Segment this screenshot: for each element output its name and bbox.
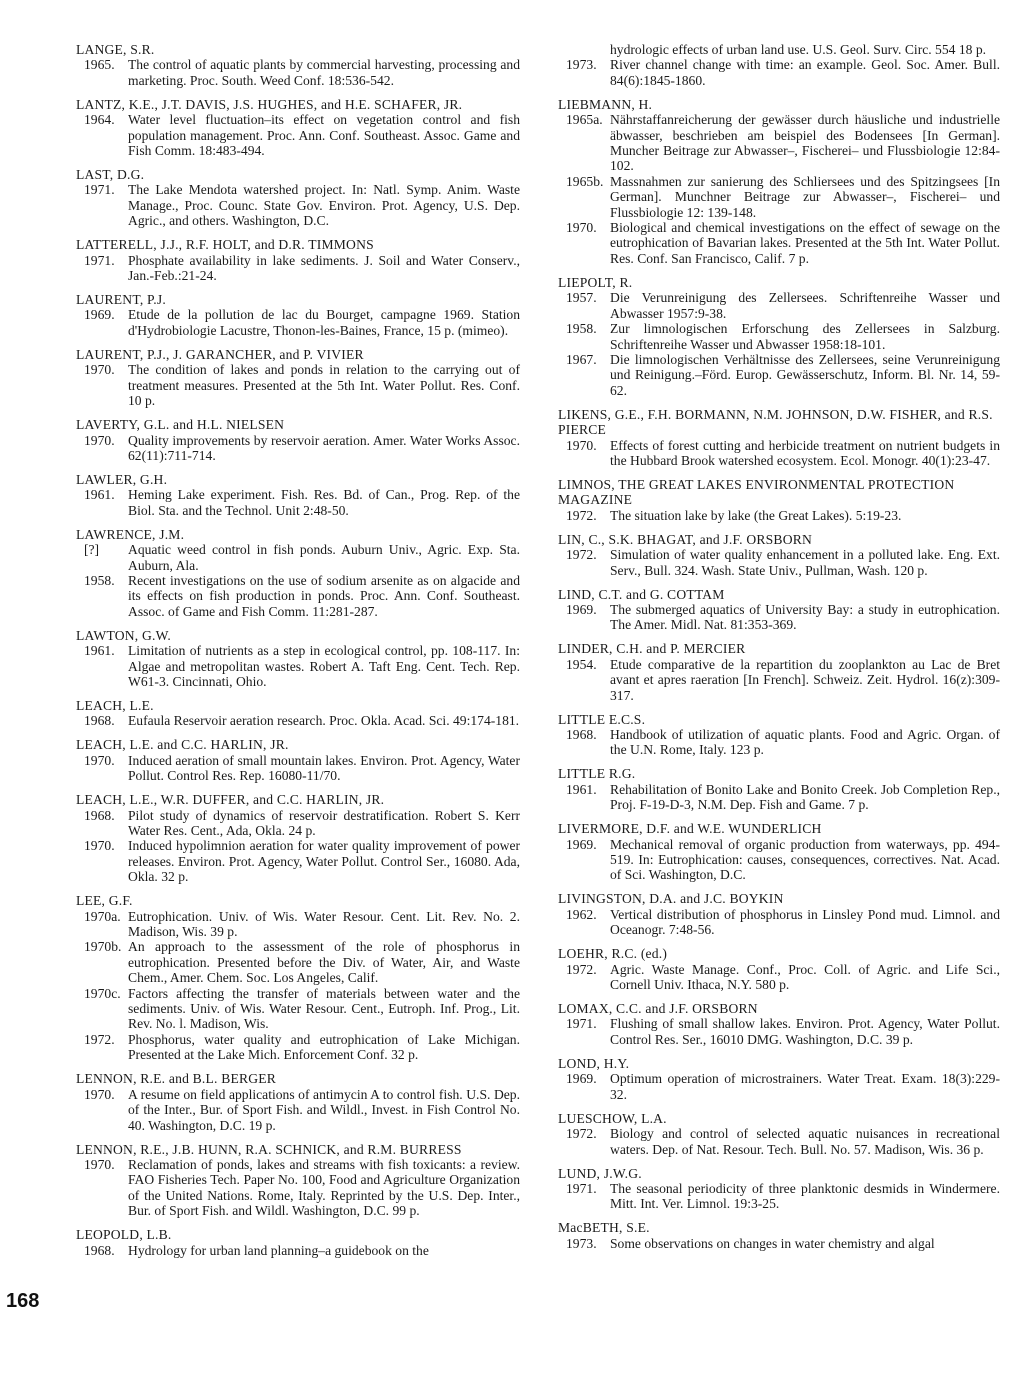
reference-year: 1957. [566, 290, 597, 306]
reference-year: 1971. [566, 1180, 597, 1196]
reference-text: An approach to the assessment of the role of phosphorus in eutrophication. Presented before the Div. of Water, Air, and Waste Chem., Amer. Chem. Soc. Los Angeles, Calif. [128, 939, 520, 986]
reference-text: The condition of lakes and ponds in relation to the carrying out of treatment measures. Presented at the 5th Int. Water Pollut. Res. Conf. 10 p. [128, 362, 520, 409]
bibliography-entry [76, 237, 520, 283]
reference-item [76, 112, 520, 158]
reference-item [76, 487, 520, 518]
bibliography-entry [76, 737, 520, 783]
reference-text: Factors affecting the transfer of materials between water and the sediments. Univ. of Wis. Water Resour. Cent., Eutroph. Inf. Prog., Lit. Rev. No. l. Madison, Wis. [128, 985, 520, 1032]
reference-year: 1969. [566, 601, 597, 617]
reference-item [558, 1236, 1000, 1251]
reference-item [558, 657, 1000, 703]
reference-year: 1965. [84, 57, 115, 73]
reference-text: Zur limnologischen Erforschung des Zellersees in Salzburg. Schriftenreihe Wasser und Abwasser 1958:18-101. [610, 321, 1000, 352]
reference-text: The Lake Mendota watershed project. In: Natl. Symp. Anim. Waste Manage., Proc. Counc. State Gov. Environ. Prot. Agency, U.S. Dep. Agric., and others. Washington, D.C. [128, 182, 520, 229]
reference-year: 1970. [84, 1156, 115, 1172]
bibliography-entry [558, 275, 1000, 398]
bibliography-entry [76, 292, 520, 338]
entry-author: LOMAX, C.C. and J.F. ORSBORN [558, 1001, 758, 1017]
reference-year: 1970. [84, 752, 115, 768]
bibliography-entry [558, 587, 1000, 633]
reference-year: 1970. [566, 220, 597, 236]
reference-year: 1969. [566, 1071, 597, 1087]
reference-text: River channel change with time: an example. Geol. Soc. Amer. Bull. 84(6):1845-1860. [610, 57, 1000, 88]
reference-text: Nährstaffanreicherung der gewässer durch häusliche und industrielle äbwasser, beschrieben am beispiel des Bodensees [In German]. Muncher Beitrage zur Abwasser–, Fischerei– und Flussbiologie 12:84-102. [610, 112, 1000, 174]
reference-year: 1970. [84, 1086, 115, 1102]
reference-item [76, 362, 520, 408]
reference-year: 1958. [84, 572, 115, 588]
entry-author: LEACH, L.E. and C.C. HARLIN, JR. [76, 737, 289, 753]
bibliography-entry [76, 417, 520, 463]
reference-text: Agric. Waste Manage. Conf., Proc. Coll. of Agric. and Life Sci., Cornell Univ. Ithaca, N.Y. 580 p. [610, 961, 1000, 993]
reference-item [76, 838, 520, 884]
bibliography-entry [558, 97, 1000, 266]
reference-item [76, 433, 520, 464]
reference-item [558, 508, 1000, 523]
reference-item [558, 321, 1000, 352]
reference-text: Reclamation of ponds, lakes and streams with fish toxicants: a review. FAO Fisheries Tech. Paper No. 100, Food and Agriculture Organization of the United Nations. Rome, Italy. Reprinted by the U.S. Dep. Inter., Bur. of Sport Fish. and Wildl. Washington, D.C. 99 p. [128, 1156, 520, 1219]
reference-item [558, 1016, 1000, 1047]
bibliography-entry [558, 821, 1000, 883]
entry-author: LIEPOLT, R. [558, 274, 633, 290]
bibliography-entry [558, 407, 1000, 469]
reference-text: Aquatic weed control in fish ponds. Auburn Univ., Agric. Exp. Sta. Auburn, Ala. [128, 542, 520, 573]
bibliography-entry [558, 712, 1000, 758]
reference-item [76, 253, 520, 284]
reference-text: Mechanical removal of organic production from waterways, pp. 494-519. In: Eutrophication: causes, consequences, correctives. Nat. Acad. of Sci. Washington, D.C. [610, 836, 1000, 883]
reference-item [76, 57, 520, 88]
reference-text: The submerged aquatics of University Bay: a study in eutrophication. The Amer. Midl. Nat. 81:353-369. [610, 601, 1000, 633]
reference-item [558, 174, 1000, 220]
entry-author: LITTLE R.G. [558, 766, 636, 782]
reference-year: 1972. [566, 1126, 597, 1142]
bibliography-entry [558, 766, 1000, 812]
reference-item [76, 1087, 520, 1133]
reference-item [558, 837, 1000, 883]
bibliography-entry [76, 347, 520, 409]
reference-item [558, 1126, 1000, 1157]
reference-text: Vertical distribution of phosphorus in Linsley Pond mud. Limnol. and Oceanogr. 7:48-56. [610, 906, 1000, 938]
reference-item [558, 57, 1000, 88]
reference-text: Quality improvements by reservoir aeration. Amer. Water Works Assoc. 62(11):711-714. [128, 432, 520, 463]
reference-year: 1961. [566, 781, 597, 797]
entry-author: LOND, H.Y. [558, 1055, 630, 1071]
reference-text: Recent investigations on the use of sodium arsenite as on algacide and its effects on fish production in ponds. Proc. Ann. Conf. Southeast. Assoc. of Game and Fish Comm. 11:281-287. [128, 572, 520, 619]
reference-year: 1971. [84, 182, 115, 198]
reference-item [76, 573, 520, 619]
reference-item [76, 1032, 520, 1063]
reference-text: Flushing of small shallow lakes. Environ. Prot. Agency, Water Pollut. Control Res. Ser., 16010 DMG. Washington, D.C. 39 p. [610, 1016, 1000, 1047]
reference-item [558, 1181, 1000, 1212]
reference-year: 1970a. [84, 908, 121, 924]
reference-text: Biological and chemical investigations on the effect of sewage on the eutrophication of Bavarian lakes. Presented at the 5th Int. Water Pollut. Res. Conf. San Francisco, Calif. 7 p. [610, 220, 1000, 266]
reference-text: Water level fluctuation–its effect on vegetation control and fish population management. Proc. Ann. Conf. Southeast. Assoc. Game and Fish Comm. 18:483-494. [128, 112, 520, 159]
reference-item [558, 42, 1000, 57]
reference-item [76, 307, 520, 338]
entry-author: LAWLER, G.H. [76, 471, 168, 487]
reference-text: The seasonal periodicity of three planktonic desmids in Windermere. Mitt. Int. Ver. Limnol. 19:3-25. [610, 1180, 1000, 1212]
reference-year: 1964. [84, 112, 115, 128]
entry-author: LENNON, R.E. and B.L. BERGER [76, 1071, 277, 1087]
reference-year: 1968. [84, 807, 115, 823]
reference-text: Phosphorus, water quality and eutrophication of Lake Michigan. Presented at the Lake Mich. Enforcement Conf. 32 p. [128, 1031, 520, 1063]
bibliography-entry [76, 167, 520, 229]
reference-item [558, 547, 1000, 578]
reference-text: Die limnologischen Verhältnisse des Zellersees, seine Verunreinigung und Reinigung.–Förd. Europ. Gewässerschutz, Inform. Bl. Nr. 14, 59-62. [610, 351, 1000, 398]
reference-year [558, 42, 610, 57]
reference-text: Die Verunreinigung des Zellersees. Schriftenreihe Wasser und Abwasser 1957:9-38. [610, 290, 1000, 321]
reference-year: 1967. [566, 351, 597, 367]
reference-year: 1970. [84, 362, 115, 378]
entry-author: LIN, C., S.K. BHAGAT, and J.F. ORSBORN [558, 531, 812, 547]
right-column [558, 42, 1000, 1260]
reference-year: 1968. [566, 727, 597, 742]
entry-author: LENNON, R.E., J.B. HUNN, R.A. SCHNICK, and R.M. BURRESS [76, 1141, 462, 1157]
reference-year: 1973. [566, 1235, 597, 1251]
entry-author: LITTLE E.C.S. [558, 711, 646, 727]
bibliography-entry [558, 891, 1000, 937]
reference-text: Hydrology for urban land planning–a guidebook on the [128, 1242, 429, 1258]
entry-author: LATTERELL, J.J., R.F. HOLT, and D.R. TIMMONS [76, 237, 374, 253]
entry-author: LAWRENCE, J.M. [76, 526, 185, 542]
reference-text: Induced hypolimnion aeration for water quality improvement of power releases. Environ. Prot. Agency, Water Pollut. Control Ser., 16080. Ada, Okla. 32 p. [128, 838, 520, 885]
reference-year: 1970. [84, 432, 115, 448]
entry-author: LIVINGSTON, D.A. and J.C. BOYKIN [558, 891, 784, 907]
reference-item [558, 290, 1000, 321]
entry-author: LAWTON, G.W. [76, 627, 171, 643]
left-column [76, 42, 520, 1267]
bibliography-entry [76, 97, 520, 159]
reference-text: Effects of forest cutting and herbicide treatment on nutrient budgets in the Hubbard Brook watershed ecosystem. Ecol. Monogr. 40(1):23-47. [610, 437, 1000, 468]
entry-author: LOEHR, R.C. (ed.) [558, 946, 668, 962]
reference-text: hydrologic effects of urban land use. U.S. Geol. Surv. Circ. 554 18 p. [610, 42, 987, 57]
reference-year: [?] [84, 542, 100, 558]
reference-year: 1961. [84, 643, 115, 659]
reference-item [76, 986, 520, 1032]
page-number: 168 [6, 1290, 40, 1312]
bibliography-entry [558, 1166, 1000, 1212]
bibliography-entry [76, 527, 520, 619]
reference-item [558, 352, 1000, 398]
reference-text: Pilot study of dynamics of reservoir destratification. Robert S. Kerr Water Res. Cent., Ada, Okla. 24 p. [128, 807, 520, 838]
reference-text: Eutrophication. Univ. of Wis. Water Resour. Cent. Lit. Rev. No. 2. Madison, Wis. 39 p. [128, 908, 520, 940]
reference-text: Limitation of nutrients as a step in ecological control, pp. 108-117. In: Algae and metropolitan wastes. Robert A. Taft Eng. Cent. Tech. Rep. W61-3. Cincinnati, Ohio. [128, 643, 520, 689]
reference-year: 1971. [84, 252, 115, 268]
bibliography-entry [558, 641, 1000, 703]
reference-year: 1971. [566, 1016, 597, 1032]
reference-text: A resume on field applications of antimycin A to control fish. U.S. Dep. of the Inter., Bur. of Sport Fish. and Wildl., Invest. in Fish Control No. 40. Washington, D.C. 19 p. [128, 1086, 520, 1133]
reference-year: 1965b. [566, 173, 604, 189]
reference-item [76, 909, 520, 940]
bibliography-entry [558, 1001, 1000, 1047]
entry-author: LIMNOS, THE GREAT LAKES ENVIRONMENTAL PROTECTION MAGAZINE [558, 476, 955, 508]
reference-text: Etude comparative de la repartition du zooplankton au Lac de Bret avant et apres raeration [In French]. Schweiz. Zeit. Hydrol. 16(z):309-317. [610, 656, 1000, 703]
reference-text: Biology and control of selected aquatic nuisances in recreational waters. Dep. of Nat. Resour. Tech. Bull. No. 57. Madison, Wis. 36 p. [610, 1126, 1000, 1157]
entry-author: LUESCHOW, L.A. [558, 1110, 667, 1126]
reference-year: 1970c. [84, 985, 121, 1001]
reference-year: 1968. [84, 1242, 115, 1258]
entry-author: LIVERMORE, D.F. and W.E. WUNDERLICH [558, 821, 822, 837]
reference-text: Optimum operation of microstrainers. Water Treat. Exam. 18(3):229-32. [610, 1071, 1000, 1102]
reference-year: 1970. [84, 838, 115, 854]
reference-text: Etude de la pollution de lac du Bourget, campagne 1969. Station d'Hydrobiologie Lacustre, Thonon-les-Baines, France, 15 p. (mimeo). [128, 307, 520, 338]
reference-text: Eufaula Reservoir aeration research. Proc. Okla. Acad. Sci. 49:174-181. [128, 713, 520, 729]
reference-text: Rehabilitation of Bonito Lake and Bonito Creek. Job Completion Rep., Proj. F-19-D-3, N.M. Dep. Fish and Game. 7 p. [610, 781, 1000, 813]
reference-item [558, 1071, 1000, 1102]
reference-year: 1954. [566, 656, 597, 672]
bibliography-entry [76, 1227, 520, 1258]
reference-text: The situation lake by lake (the Great Lakes). 5:19-23. [610, 507, 902, 523]
reference-item [76, 643, 520, 689]
reference-year: 1970b. [84, 939, 122, 955]
reference-text: Simulation of water quality enhancement in a polluted lake. Eng. Ext. Serv., Bull. 324. Wash. State Univ., Pullman, Wash. 120 p. [610, 547, 1000, 578]
reference-year: 1961. [84, 487, 115, 503]
entry-author: MacBETH, S.E. [558, 1220, 650, 1236]
entry-author: LAURENT, P.J. [76, 292, 166, 308]
reference-text: Handbook of utilization of aquatic plants. Food and Agric. Organ. of the U.N. Rome, Italy. 123 p. [610, 727, 1000, 758]
reference-text: Heming Lake experiment. Fish. Res. Bd. of Can., Prog. Rep. of the Biol. Sta. and the Technol. Unit 2:48-50. [128, 487, 520, 518]
reference-item [76, 713, 520, 728]
entry-author: LAURENT, P.J., J. GARANCHER, and P. VIVIER [76, 346, 364, 362]
entry-author: LANGE, S.R. [76, 42, 155, 57]
bibliography-entry [76, 792, 520, 884]
reference-item [76, 939, 520, 985]
reference-year: 1958. [566, 321, 597, 337]
reference-year: 1965a. [566, 112, 603, 128]
reference-item [76, 808, 520, 839]
reference-item [558, 907, 1000, 938]
entry-author: LIND, C.T. and G. COTTAM [558, 586, 725, 602]
bibliography-entry [76, 472, 520, 518]
entry-author: LIEBMANN, H. [558, 96, 653, 112]
reference-item [558, 602, 1000, 633]
bibliography-entry [76, 42, 520, 88]
entry-author: LIKENS, G.E., F.H. BORMANN, N.M. JOHNSON, D.W. FISHER, and R.S. PIERCE [558, 406, 993, 438]
reference-year: 1972. [566, 507, 597, 523]
entry-author: LEACH, L.E. [76, 697, 154, 713]
bibliography-entry [558, 946, 1000, 992]
reference-item [76, 1157, 520, 1219]
reference-text: Induced aeration of small mountain lakes. Environ. Prot. Agency, Water Pollut. Control Res. Rep. 16080-11/70. [128, 752, 520, 784]
reference-text: Massnahmen zur sanierung des Schliersees und des Spitzingsees [In German]. Munchner Beitrage zur Abwasser–, Fischerei– und Flussbiologie 12: 139-148. [610, 173, 1000, 220]
bibliography-entry [558, 1056, 1000, 1102]
entry-author: LINDER, C.H. and P. MERCIER [558, 641, 746, 657]
bibliography-entry [558, 1220, 1000, 1251]
reference-year: 1973. [566, 57, 597, 73]
entry-author: LAVERTY, G.L. and H.L. NIELSEN [76, 417, 285, 433]
reference-item [558, 962, 1000, 993]
reference-year: 1968. [84, 713, 115, 729]
reference-text: Phosphate availability in lake sediments. J. Soil and Water Conserv., Jan.-Feb.:21-24. [128, 252, 520, 284]
reference-item [558, 727, 1000, 758]
reference-year: 1969. [566, 836, 597, 852]
bibliography-entry [558, 1111, 1000, 1157]
reference-item [558, 438, 1000, 469]
bibliography-entry [76, 893, 520, 1062]
reference-item [558, 112, 1000, 174]
reference-item [558, 782, 1000, 813]
reference-item [76, 542, 520, 573]
bibliography-entry [76, 628, 520, 690]
bibliography-entry [558, 42, 1000, 88]
bibliography-entry [76, 1142, 520, 1219]
reference-item [76, 1243, 520, 1258]
bibliography-entry [76, 1071, 520, 1133]
entry-author: LANTZ, K.E., J.T. DAVIS, J.S. HUGHES, and H.E. SCHAFER, JR. [76, 96, 463, 112]
reference-year: 1969. [84, 307, 115, 323]
reference-year: 1972. [566, 547, 597, 563]
reference-item [76, 182, 520, 228]
bibliography-entry [558, 532, 1000, 578]
entry-author: LEE, G.F. [76, 893, 133, 909]
entry-author: LAST, D.G. [76, 167, 145, 183]
reference-item [76, 753, 520, 784]
entry-author: LEOPOLD, L.B. [76, 1227, 172, 1243]
reference-text: The control of aquatic plants by commercial harvesting, processing and marketing. Proc. South. Weed Conf. 18:536-542. [128, 57, 520, 88]
reference-year: 1972. [566, 961, 597, 977]
entry-author: LUND, J.W.G. [558, 1165, 642, 1181]
reference-text: Some observations on changes in water chemistry and algal [610, 1235, 935, 1251]
reference-item [558, 220, 1000, 266]
reference-year: 1962. [566, 906, 597, 922]
entry-author: LEACH, L.E., W.R. DUFFER, and C.C. HARLIN, JR. [76, 792, 385, 808]
bibliography-entry [76, 698, 520, 729]
reference-year: 1972. [84, 1031, 115, 1047]
reference-year: 1970. [566, 437, 597, 453]
bibliography-entry [558, 477, 1000, 523]
